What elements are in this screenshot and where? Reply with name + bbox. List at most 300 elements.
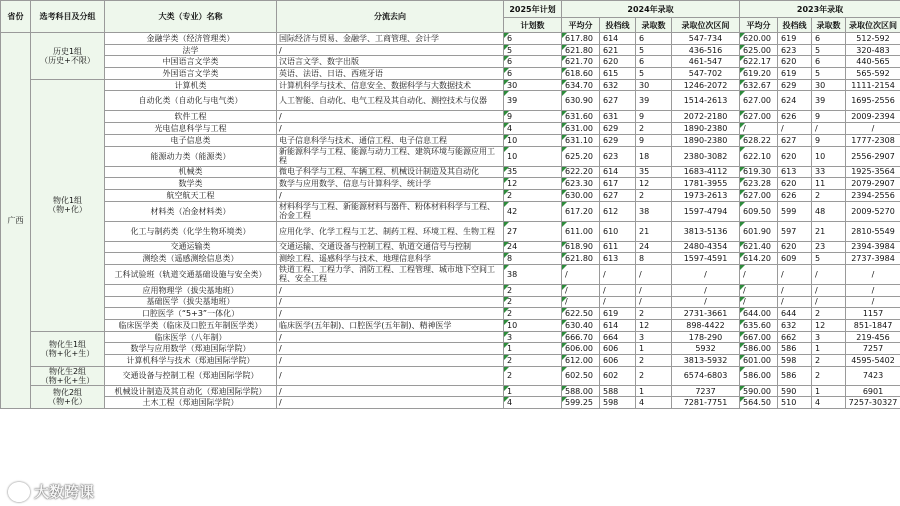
cutoff-2023-cell: 662 — [778, 331, 812, 343]
rank-2024-cell: 1973-2613 — [672, 189, 740, 201]
admitted-2024-cell: 2 — [636, 189, 672, 201]
avg-2023-cell: 622.17 — [740, 56, 778, 68]
rank-2024-cell: 1781-3955 — [672, 178, 740, 190]
cutoff-2023-cell: 598 — [778, 355, 812, 367]
cutoff-2024-cell: 629 — [600, 134, 636, 146]
avg-2024-cell: 606.00 — [562, 343, 600, 355]
major-name: 自动化类（自动化与电气类） — [105, 91, 277, 111]
cutoff-2024-cell: 627 — [600, 189, 636, 201]
rank-2024-cell: / — [672, 284, 740, 296]
table-row — [1, 241, 900, 253]
admitted-2023-cell: 1 — [812, 343, 846, 355]
avg-2024-cell: 621.80 — [562, 253, 600, 265]
rank-2023-cell: 4595-5402 — [846, 355, 900, 367]
avg-2023-cell: 627.00 — [740, 91, 778, 111]
cutoff-2024-cell: 615 — [600, 68, 636, 80]
admitted-2024-cell: 12 — [636, 320, 672, 332]
rank-2023-cell: / — [846, 284, 900, 296]
cutoff-2024-cell: 614 — [600, 166, 636, 178]
avg-2024-cell: 623.30 — [562, 178, 600, 190]
plan-cell: 2 — [504, 296, 562, 308]
rank-2023-cell: 440-565 — [846, 56, 900, 68]
rank-2024-cell: 547-702 — [672, 68, 740, 80]
admitted-2024-cell: 8 — [636, 253, 672, 265]
major-name: 航空航天工程 — [105, 189, 277, 201]
rank-2024-cell: 1683-4112 — [672, 166, 740, 178]
avg-2023-cell: 635.60 — [740, 320, 778, 332]
plan-cell: 2 — [504, 284, 562, 296]
admitted-2023-cell: 2 — [812, 308, 846, 320]
direction-cell: / — [277, 44, 504, 56]
rank-2024-cell: 461-547 — [672, 56, 740, 68]
plan-cell: 1 — [504, 385, 562, 397]
admitted-2024-cell: 9 — [636, 111, 672, 123]
admitted-2023-cell: / — [812, 264, 846, 284]
rank-2023-cell: 851-1847 — [846, 320, 900, 332]
avg-2023-cell: 619.20 — [740, 68, 778, 80]
admitted-2024-cell: 12 — [636, 178, 672, 190]
cutoff-2023-cell: 597 — [778, 221, 812, 241]
plan-cell: 39 — [504, 91, 562, 111]
plan-cell: 10 — [504, 146, 562, 166]
rank-2023-cell: 1157 — [846, 308, 900, 320]
direction-cell: 材料科学与工程、新能源材料与器件、粉体材料科学与工程、冶金工程 — [277, 201, 504, 221]
admitted-2023-cell: 2 — [812, 366, 846, 385]
major-name: 化工与制药类（化学生物环境类） — [105, 221, 277, 241]
rank-2024-cell: / — [672, 296, 740, 308]
cutoff-2024-cell: 602 — [600, 366, 636, 385]
table-row — [1, 201, 900, 221]
admitted-2024-cell: 3 — [636, 331, 672, 343]
avg-2024-cell: 622.20 — [562, 166, 600, 178]
subject-group-cell: 物化生1组 （物+化+生） — [31, 331, 105, 366]
direction-cell: 计算机科学与技术、信息安全、数据科学与大数据技术 — [277, 79, 504, 91]
major-name: 口腔医学（“5+3”一体化） — [105, 308, 277, 320]
rank-2023-cell: 219-456 — [846, 331, 900, 343]
direction-cell: / — [277, 308, 504, 320]
direction-cell: / — [277, 296, 504, 308]
admitted-2023-cell: 23 — [812, 241, 846, 253]
table-row — [1, 166, 900, 178]
avg-2023-cell: 667.00 — [740, 331, 778, 343]
cutoff-2024-cell: 613 — [600, 253, 636, 265]
cutoff-2023-cell: 619 — [778, 68, 812, 80]
avg-2024-cell: 666.70 — [562, 331, 600, 343]
major-name: 中国语言文学类 — [105, 56, 277, 68]
header-cutoff-2023: 投档线 — [778, 18, 812, 33]
direction-cell: 电子信息科学与技术、通信工程、电子信息工程 — [277, 134, 504, 146]
rank-2023-cell: 7257-30327 — [846, 397, 900, 409]
major-name: 临床医学类（临床及口腔五年制医学类） — [105, 320, 277, 332]
avg-2024-cell: 630.40 — [562, 320, 600, 332]
plan-cell: 10 — [504, 134, 562, 146]
admitted-2023-cell: 39 — [812, 91, 846, 111]
table-row — [1, 134, 900, 146]
plan-cell: 27 — [504, 221, 562, 241]
rank-2024-cell: 1246-2072 — [672, 79, 740, 91]
cutoff-2024-cell: 588 — [600, 385, 636, 397]
plan-cell: 9 — [504, 111, 562, 123]
avg-2023-cell: 628.22 — [740, 134, 778, 146]
rank-2024-cell: 1514-2613 — [672, 91, 740, 111]
admitted-2024-cell: 1 — [636, 385, 672, 397]
cutoff-2023-cell: 624 — [778, 91, 812, 111]
cutoff-2023-cell: 629 — [778, 79, 812, 91]
cutoff-2023-cell: 626 — [778, 111, 812, 123]
plan-cell: 3 — [504, 331, 562, 343]
cutoff-2023-cell: / — [778, 264, 812, 284]
direction-cell: 英语、法语、日语、西班牙语 — [277, 68, 504, 80]
header-admitted-2023: 录取数 — [812, 18, 846, 33]
avg-2024-cell: 588.00 — [562, 385, 600, 397]
major-name: 交通设备与控制工程（郑迪国际学院） — [105, 366, 277, 385]
header-2023: 2023年录取 — [740, 1, 900, 18]
direction-cell: 国际经济与贸易、金融学、工商管理、会计学 — [277, 33, 504, 45]
avg-2024-cell: / — [562, 296, 600, 308]
admitted-2024-cell: 2 — [636, 355, 672, 367]
admitted-2023-cell: 30 — [812, 79, 846, 91]
admitted-2024-cell: / — [636, 284, 672, 296]
major-name: 金融学类（经济管理类） — [105, 33, 277, 45]
admitted-2024-cell: 39 — [636, 91, 672, 111]
cutoff-2023-cell: 620 — [778, 56, 812, 68]
direction-cell: 数学与应用数学、信息与计算科学、统计学 — [277, 178, 504, 190]
rank-2024-cell: 178-290 — [672, 331, 740, 343]
header-plan-count: 计划数 — [504, 18, 562, 33]
direction-cell: 交通运输、交通设备与控制工程、轨道交通信号与控制 — [277, 241, 504, 253]
plan-cell: 2 — [504, 308, 562, 320]
rank-2023-cell: 2737-3984 — [846, 253, 900, 265]
admitted-2023-cell: 6 — [812, 33, 846, 45]
avg-2023-cell: 590.00 — [740, 385, 778, 397]
table-row — [1, 123, 900, 135]
cutoff-2023-cell: / — [778, 284, 812, 296]
rank-2024-cell: 1597-4794 — [672, 201, 740, 221]
cutoff-2024-cell: 620 — [600, 56, 636, 68]
avg-2024-cell: 631.60 — [562, 111, 600, 123]
rank-2023-cell: 2556-2907 — [846, 146, 900, 166]
cutoff-2023-cell: 626 — [778, 189, 812, 201]
header-avg-2023: 平均分 — [740, 18, 778, 33]
avg-2023-cell: 621.40 — [740, 241, 778, 253]
cutoff-2023-cell: 644 — [778, 308, 812, 320]
watermark-text: 大数跨课 — [34, 483, 95, 501]
cutoff-2023-cell: 599 — [778, 201, 812, 221]
plan-cell: 2 — [504, 355, 562, 367]
admitted-2024-cell: 4 — [636, 397, 672, 409]
rank-2024-cell: 5932 — [672, 343, 740, 355]
cutoff-2024-cell: 614 — [600, 320, 636, 332]
rank-2024-cell: 436-516 — [672, 44, 740, 56]
rank-2023-cell: 2009-5270 — [846, 201, 900, 221]
cutoff-2024-cell: / — [600, 264, 636, 284]
cutoff-2023-cell: 632 — [778, 320, 812, 332]
cutoff-2024-cell: 611 — [600, 241, 636, 253]
watermark-logo-icon — [8, 482, 30, 502]
rank-2023-cell: 6901 — [846, 385, 900, 397]
admitted-2023-cell: 48 — [812, 201, 846, 221]
direction-cell: 铁道工程、工程力学、消防工程、工程管理、城市地下空间工程、安全工程 — [277, 264, 504, 284]
province-cell: 广西 — [1, 33, 31, 409]
rank-2024-cell: 1890-2380 — [672, 123, 740, 135]
admitted-2023-cell: 1 — [812, 385, 846, 397]
direction-cell: 微电子科学与工程、车辆工程、机械设计制造及其自动化 — [277, 166, 504, 178]
major-name: 光电信息科学与工程 — [105, 123, 277, 135]
cutoff-2024-cell: / — [600, 284, 636, 296]
avg-2023-cell: 614.20 — [740, 253, 778, 265]
avg-2023-cell: 644.00 — [740, 308, 778, 320]
cutoff-2023-cell: 609 — [778, 253, 812, 265]
major-name: 数学类 — [105, 178, 277, 190]
rank-2023-cell: 512-592 — [846, 33, 900, 45]
avg-2024-cell: 630.90 — [562, 91, 600, 111]
major-name: 计算机科学与技术（郑迪国际学院） — [105, 355, 277, 367]
avg-2023-cell: 627.00 — [740, 189, 778, 201]
cutoff-2023-cell: 623 — [778, 44, 812, 56]
direction-cell: 汉语言文学、数字出版 — [277, 56, 504, 68]
major-name: 机械设计制造及其自动化（郑迪国际学院） — [105, 385, 277, 397]
admitted-2023-cell: 9 — [812, 134, 846, 146]
cutoff-2023-cell: 620 — [778, 178, 812, 190]
avg-2023-cell: 601.90 — [740, 221, 778, 241]
admitted-2024-cell: 6 — [636, 56, 672, 68]
plan-cell: 6 — [504, 68, 562, 80]
avg-2023-cell: 601.00 — [740, 355, 778, 367]
major-name: 能源动力类（能源类） — [105, 146, 277, 166]
avg-2024-cell: / — [562, 284, 600, 296]
table-row — [1, 56, 900, 68]
rank-2023-cell: 2394-3984 — [846, 241, 900, 253]
table-row — [1, 44, 900, 56]
table-row — [1, 320, 900, 332]
avg-2024-cell: 630.00 — [562, 189, 600, 201]
plan-cell: 12 — [504, 178, 562, 190]
rank-2024-cell: 7281-7751 — [672, 397, 740, 409]
major-name: 测绘类（遥感测绘信息类） — [105, 253, 277, 265]
avg-2024-cell: 621.80 — [562, 44, 600, 56]
avg-2024-cell: 622.50 — [562, 308, 600, 320]
table-row — [1, 33, 900, 45]
cutoff-2023-cell: 619 — [778, 33, 812, 45]
table-row — [1, 91, 900, 111]
rank-2024-cell: 2380-3082 — [672, 146, 740, 166]
cutoff-2024-cell: 614 — [600, 33, 636, 45]
admitted-2024-cell: 6 — [636, 33, 672, 45]
major-name: 外国语言文学类 — [105, 68, 277, 80]
rank-2023-cell: 1111-2154 — [846, 79, 900, 91]
major-name: 工科试验班（轨道交通基础设施与安全类） — [105, 264, 277, 284]
direction-cell: / — [277, 284, 504, 296]
avg-2023-cell: 627.00 — [740, 111, 778, 123]
avg-2024-cell: 631.00 — [562, 123, 600, 135]
table-row — [1, 79, 900, 91]
cutoff-2024-cell: 632 — [600, 79, 636, 91]
direction-cell: 新能源科学与工程、能源与动力工程、建筑环境与能源应用工程 — [277, 146, 504, 166]
admitted-2024-cell: 38 — [636, 201, 672, 221]
admitted-2023-cell: 33 — [812, 166, 846, 178]
rank-2024-cell: 2072-2180 — [672, 111, 740, 123]
major-name: 法学 — [105, 44, 277, 56]
major-name: 电子信息类 — [105, 134, 277, 146]
admitted-2024-cell: / — [636, 296, 672, 308]
admitted-2023-cell: 5 — [812, 253, 846, 265]
table-row — [1, 68, 900, 80]
cutoff-2023-cell: 627 — [778, 134, 812, 146]
admitted-2024-cell: 35 — [636, 166, 672, 178]
cutoff-2023-cell: 613 — [778, 166, 812, 178]
major-name: 机械类 — [105, 166, 277, 178]
admitted-2024-cell: 30 — [636, 79, 672, 91]
cutoff-2023-cell: 586 — [778, 343, 812, 355]
table-row — [1, 397, 900, 409]
avg-2024-cell: 618.60 — [562, 68, 600, 80]
admitted-2023-cell: 2 — [812, 189, 846, 201]
major-name: 交通运输类 — [105, 241, 277, 253]
major-name: 土木工程（郑迪国际学院） — [105, 397, 277, 409]
rank-2023-cell: 7423 — [846, 366, 900, 385]
cutoff-2023-cell: / — [778, 123, 812, 135]
table-row — [1, 331, 900, 343]
avg-2023-cell: 625.00 — [740, 44, 778, 56]
admitted-2023-cell: / — [812, 284, 846, 296]
cutoff-2024-cell: / — [600, 296, 636, 308]
avg-2023-cell: 609.50 — [740, 201, 778, 221]
table-row — [1, 221, 900, 241]
header-subject-group: 选考科目及分组 — [31, 1, 105, 33]
cutoff-2023-cell: 620 — [778, 241, 812, 253]
plan-cell: 4 — [504, 397, 562, 409]
table-row — [1, 178, 900, 190]
avg-2024-cell: 631.10 — [562, 134, 600, 146]
avg-2024-cell: 599.25 — [562, 397, 600, 409]
major-name: 应用物理学（拔尖基地班） — [105, 284, 277, 296]
table-row — [1, 189, 900, 201]
cutoff-2023-cell: 620 — [778, 146, 812, 166]
avg-2024-cell: 621.70 — [562, 56, 600, 68]
admitted-2024-cell: 2 — [636, 123, 672, 135]
avg-2023-cell: / — [740, 123, 778, 135]
cutoff-2024-cell: 612 — [600, 201, 636, 221]
avg-2024-cell: 602.50 — [562, 366, 600, 385]
watermark — [8, 481, 94, 502]
avg-2023-cell: 620.00 — [740, 33, 778, 45]
cutoff-2024-cell: 623 — [600, 146, 636, 166]
plan-cell: 4 — [504, 123, 562, 135]
cutoff-2024-cell: 606 — [600, 343, 636, 355]
avg-2023-cell: 619.30 — [740, 166, 778, 178]
rank-2023-cell: 2079-2907 — [846, 178, 900, 190]
plan-cell: 38 — [504, 264, 562, 284]
rank-2023-cell: 2810-5549 — [846, 221, 900, 241]
rank-2024-cell: 1890-2380 — [672, 134, 740, 146]
direction-cell: / — [277, 366, 504, 385]
cutoff-2024-cell: 606 — [600, 355, 636, 367]
cutoff-2023-cell: 590 — [778, 385, 812, 397]
admitted-2023-cell: 6 — [812, 56, 846, 68]
cutoff-2024-cell: 619 — [600, 308, 636, 320]
admitted-2023-cell: 12 — [812, 320, 846, 332]
direction-cell: 人工智能、自动化、电气工程及其自动化、测控技术与仪器 — [277, 91, 504, 111]
cutoff-2024-cell: 598 — [600, 397, 636, 409]
table-row — [1, 366, 900, 385]
rank-2024-cell: 6574-6803 — [672, 366, 740, 385]
major-name: 数学与应用数学（郑迪国际学院） — [105, 343, 277, 355]
header-direction: 分流去向 — [277, 1, 504, 33]
subject-group-cell: 历史1组 （历史+不限） — [31, 33, 105, 80]
direction-cell: / — [277, 189, 504, 201]
avg-2023-cell: 623.28 — [740, 178, 778, 190]
plan-cell: 1 — [504, 343, 562, 355]
table-row — [1, 264, 900, 284]
cutoff-2024-cell: 631 — [600, 111, 636, 123]
admitted-2024-cell: 5 — [636, 44, 672, 56]
admitted-2024-cell: 1 — [636, 343, 672, 355]
direction-cell: / — [277, 385, 504, 397]
admitted-2023-cell: 3 — [812, 331, 846, 343]
plan-cell: 5 — [504, 44, 562, 56]
direction-cell: / — [277, 343, 504, 355]
rank-2023-cell: / — [846, 264, 900, 284]
plan-cell: 24 — [504, 241, 562, 253]
table-row — [1, 146, 900, 166]
rank-2023-cell: 320-483 — [846, 44, 900, 56]
rank-2024-cell: / — [672, 264, 740, 284]
direction-cell: 测绘工程、遥感科学与技术、地理信息科学 — [277, 253, 504, 265]
admitted-2024-cell: 21 — [636, 221, 672, 241]
plan-cell: 2 — [504, 366, 562, 385]
avg-2023-cell: 586.00 — [740, 343, 778, 355]
rank-2024-cell: 2480-4354 — [672, 241, 740, 253]
cutoff-2023-cell: 586 — [778, 366, 812, 385]
admitted-2024-cell: 2 — [636, 366, 672, 385]
avg-2023-cell: / — [740, 264, 778, 284]
major-name: 基础医学（拔尖基地班） — [105, 296, 277, 308]
admitted-2023-cell: 5 — [812, 44, 846, 56]
rank-2023-cell: 2009-2394 — [846, 111, 900, 123]
major-name: 软件工程 — [105, 111, 277, 123]
table-row — [1, 296, 900, 308]
admitted-2023-cell: 10 — [812, 146, 846, 166]
header-admitted-2024: 录取数 — [636, 18, 672, 33]
major-name: 材料类（冶金材料类） — [105, 201, 277, 221]
rank-2023-cell: / — [846, 123, 900, 135]
admitted-2024-cell: 5 — [636, 68, 672, 80]
rank-2024-cell: 898-4422 — [672, 320, 740, 332]
plan-cell: 30 — [504, 79, 562, 91]
cutoff-2024-cell: 664 — [600, 331, 636, 343]
avg-2024-cell: 617.80 — [562, 33, 600, 45]
plan-cell: 42 — [504, 201, 562, 221]
plan-cell: 6 — [504, 56, 562, 68]
table-row — [1, 343, 900, 355]
direction-cell: / — [277, 111, 504, 123]
rank-2023-cell: 2394-2556 — [846, 189, 900, 201]
major-name: 计算机类 — [105, 79, 277, 91]
admitted-2023-cell: / — [812, 123, 846, 135]
header-avg-2024: 平均分 — [562, 18, 600, 33]
plan-cell: 8 — [504, 253, 562, 265]
avg-2023-cell: 586.00 — [740, 366, 778, 385]
avg-2024-cell: 612.00 — [562, 355, 600, 367]
admitted-2023-cell: / — [812, 296, 846, 308]
direction-cell: 应用化学、化学工程与工艺、制药工程、环境工程、生物工程 — [277, 221, 504, 241]
cutoff-2024-cell: 629 — [600, 123, 636, 135]
admitted-2023-cell: 21 — [812, 221, 846, 241]
header-2024: 2024年录取 — [562, 1, 740, 18]
direction-cell: / — [277, 397, 504, 409]
avg-2024-cell: 611.00 — [562, 221, 600, 241]
major-name: 临床医学（八年制） — [105, 331, 277, 343]
